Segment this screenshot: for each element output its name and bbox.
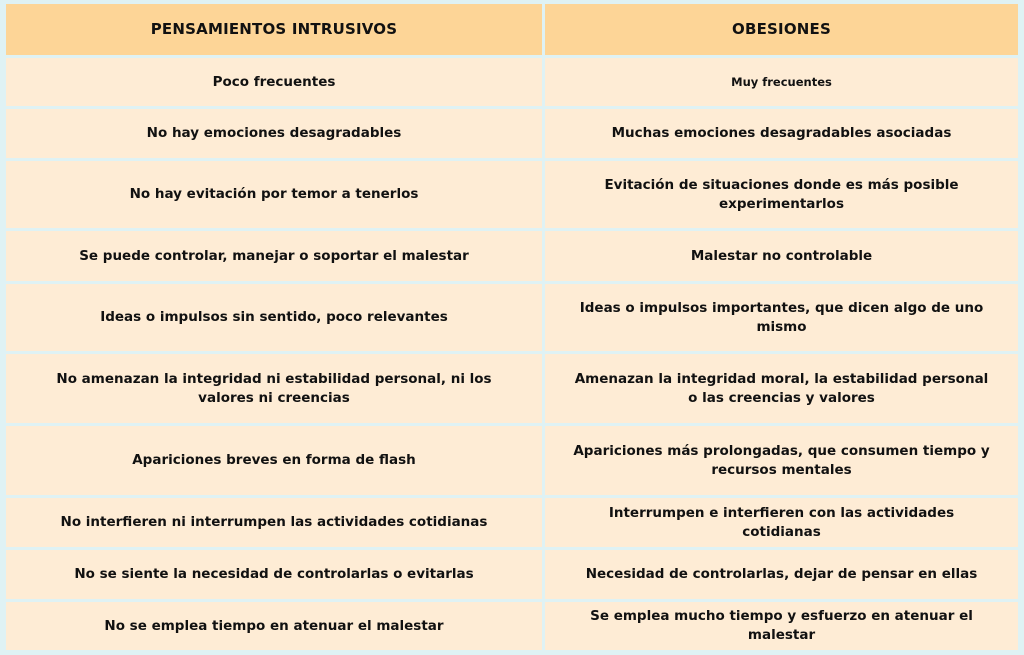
table-cell-right: Amenazan la integridad moral, la estabilidad personal o las creencias y valores (545, 354, 1018, 423)
table-cell-left: No se emplea tiempo en atenuar el malestar (6, 602, 542, 650)
table-cell-right: Muchas emociones desagradables asociadas (545, 109, 1018, 158)
table-cell-left: No hay emociones desagradables (6, 109, 542, 158)
table-cell-right: Ideas o impulsos importantes, que dicen algo de uno mismo (545, 284, 1018, 351)
table-cell-left: Poco frecuentes (6, 58, 542, 106)
header-pensamientos-intrusivos: PENSAMIENTOS INTRUSIVOS (6, 4, 542, 55)
table-cell-left: Se puede controlar, manejar o soportar el malestar (6, 231, 542, 281)
table-cell-right: Evitación de situaciones donde es más posible experimentarlos (545, 161, 1018, 228)
comparison-table (6, 4, 1018, 645)
table-cell-left: No hay evitación por temor a tenerlos (6, 161, 542, 228)
table-cell-right: Apariciones más prolongadas, que consumen tiempo y recursos mentales (545, 426, 1018, 495)
table-cell-right: Interrumpen e interfieren con las actividades cotidianas (545, 498, 1018, 547)
table-cell-left: Ideas o impulsos sin sentido, poco relevantes (6, 284, 542, 351)
table-cell-left: No amenazan la integridad ni estabilidad personal, ni los valores ni creencias (6, 354, 542, 423)
table-cell-right: Malestar no controlable (545, 231, 1018, 281)
table-cell-right: Necesidad de controlarlas, dejar de pensar en ellas (545, 550, 1018, 599)
table-cell-left: No interfieren ni interrumpen las actividades cotidianas (6, 498, 542, 547)
header-obesiones: OBESIONES (545, 4, 1018, 55)
table-cell-right: Se emplea mucho tiempo y esfuerzo en atenuar el malestar (545, 602, 1018, 650)
table-cell-left: Apariciones breves en forma de flash (6, 426, 542, 495)
table-cell-left: No se siente la necesidad de controlarlas o evitarlas (6, 550, 542, 599)
table-cell-right: Muy frecuentes (545, 58, 1018, 106)
